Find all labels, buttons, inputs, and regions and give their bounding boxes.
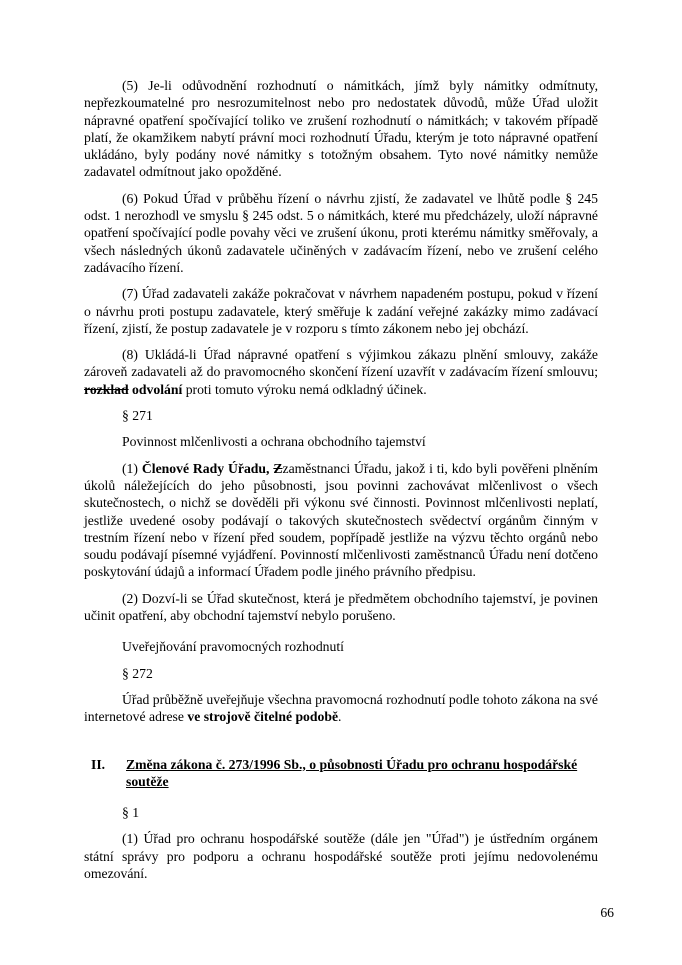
section-271-title: Povinnost mlčenlivosti a ochrana obchodního tajemství — [122, 434, 426, 450]
paragraph-8 — [84, 346, 598, 398]
part-2-paragraph-1: (1) Úřad pro ochranu hospodářské soutěže (dále jen "Úřad") je ústředním orgánem státní správy pro podporu a ochranu hospodářské soutěže proti jejímu nedovolenému omezování. — [84, 831, 598, 881]
part-2-section-1-number: § 1 — [122, 805, 140, 821]
part-2-heading — [84, 756, 598, 791]
section-272-paragraph-lead: Úřad průběžně uveřejňuje všechna pravomocná rozhodnutí podle tohoto zákona na své internetové adrese — [84, 691, 598, 725]
part-2-title: Změna zákona č. 273/1996 Sb., o působnosti Úřadu pro ochranu hospodářské soutěže — [126, 756, 578, 789]
section-271-paragraph-2: (2) Dozví-li se Úřad skutečnost, která je předmětem obchodního tajemství, je povinen učinit opatření, aby obchodní tajemství nebylo porušeno. — [84, 590, 598, 624]
document-body — [84, 77, 598, 891]
paragraph-1-number: (1) — [122, 460, 142, 476]
section-272-paragraph-tail: . — [338, 709, 342, 725]
deleted-word-rozklad: rozklad — [84, 381, 129, 397]
paragraph-1-body: zaměstnanci Úřadu, jakož i ti, kdo byli pověřeni plněním úkolů náležejících do jeho působnosti, jsou povinni zachovávat mlčenlivost o všech skutečnostech, o nichž se dověděli při výkonu své činnosti. Povinnost mlčenlivosti neplatí, jestliže uvedené osoby podávají o takových skutečnostech svědectví orgánům činným v trestním řízení nebo v řízení před soudem, popřípadě jestliže na výzvu těchto orgánů nebo soudu podávají písemné vyjádření. Povinností mlčenlivosti zaměstnanců Úřadu není dotčeno poskytování údajů a informací Úřadem podle jiného právního předpisu. — [84, 460, 599, 580]
deleted-letter-z: Z — [273, 460, 283, 476]
bold-phrase-machine-readable: ve strojově čitelné podobě — [187, 709, 339, 725]
section-271-paragraph-1 — [84, 460, 598, 581]
section-272-heading: Uveřejňování pravomocných rozhodnutí — [122, 639, 344, 655]
section-272-number: § 272 — [122, 665, 153, 681]
paragraph-8-lead: (8) Ukládá-li Úřad nápravné opatření s výjimkou zákazu plnění smlouvy, zakáže zároveň zadavateli až do pravomocného skončení řízení uzavřít v zadávacím řízení smlouvu; — [84, 347, 598, 380]
paragraph-7: (7) Úřad zadavateli zakáže pokračovat v návrhem napadeném postupu, pokud v řízení o návrhu proti postupu zadavatele, který směřuje k zadání veřejné zakázky mimo zadávací řízení, zjistí, že postup zadavatele je v rozporu s tímto zákonem nebo jej obchází. — [84, 286, 598, 336]
section-271-number: § 271 — [122, 408, 153, 424]
section-272-paragraph — [84, 691, 598, 726]
paragraph-6: (6) Pokud Úřad v průběhu řízení o návrhu zjistí, že zadavatel ve lhůtě podle § 245 odst. 1 nerozhodl ve smyslu § 245 odst. 5 o námitkách, které mu předcházely, uloží nápravné opatření spočívající podle povahy věci ve zrušení úkonu, proti kterému námitky směřovaly, a všech následných úkonů zadavatele učiněných v zadávacím řízení, nebo ve zrušení celého zadávacího řízení. — [84, 190, 598, 275]
paragraph-8-tail: proti tomuto výroku nemá odkladný účinek. — [182, 381, 427, 397]
paragraph-5: (5) Je-li odůvodnění rozhodnutí o námitkách, jímž byly námitky odmítnuty, nepřezkoumatelné pro nesrozumitelnost nebo pro nedostatek důvodů, může Úřad uložit nápravné opatření spočívající toliko ve zrušení rozhodnutí o námitkách; v takovém případě platí, že okamžikem nabytí právní moci rozhodnutí Úřadu, kterým je toto nápravné opatření ukládáno, byly podány nové námitky s totožným obsahem. Tyto nové námitky nemůže zadavatel odmítnout jako opožděné. — [84, 78, 598, 180]
part-2-number: II. — [91, 756, 106, 772]
inserted-phrase-clenove-rady: Členové Rady Úřadu, — [141, 460, 274, 476]
page-number: 66 — [600, 904, 614, 920]
inserted-word-odvolani: odvolání — [132, 381, 183, 397]
